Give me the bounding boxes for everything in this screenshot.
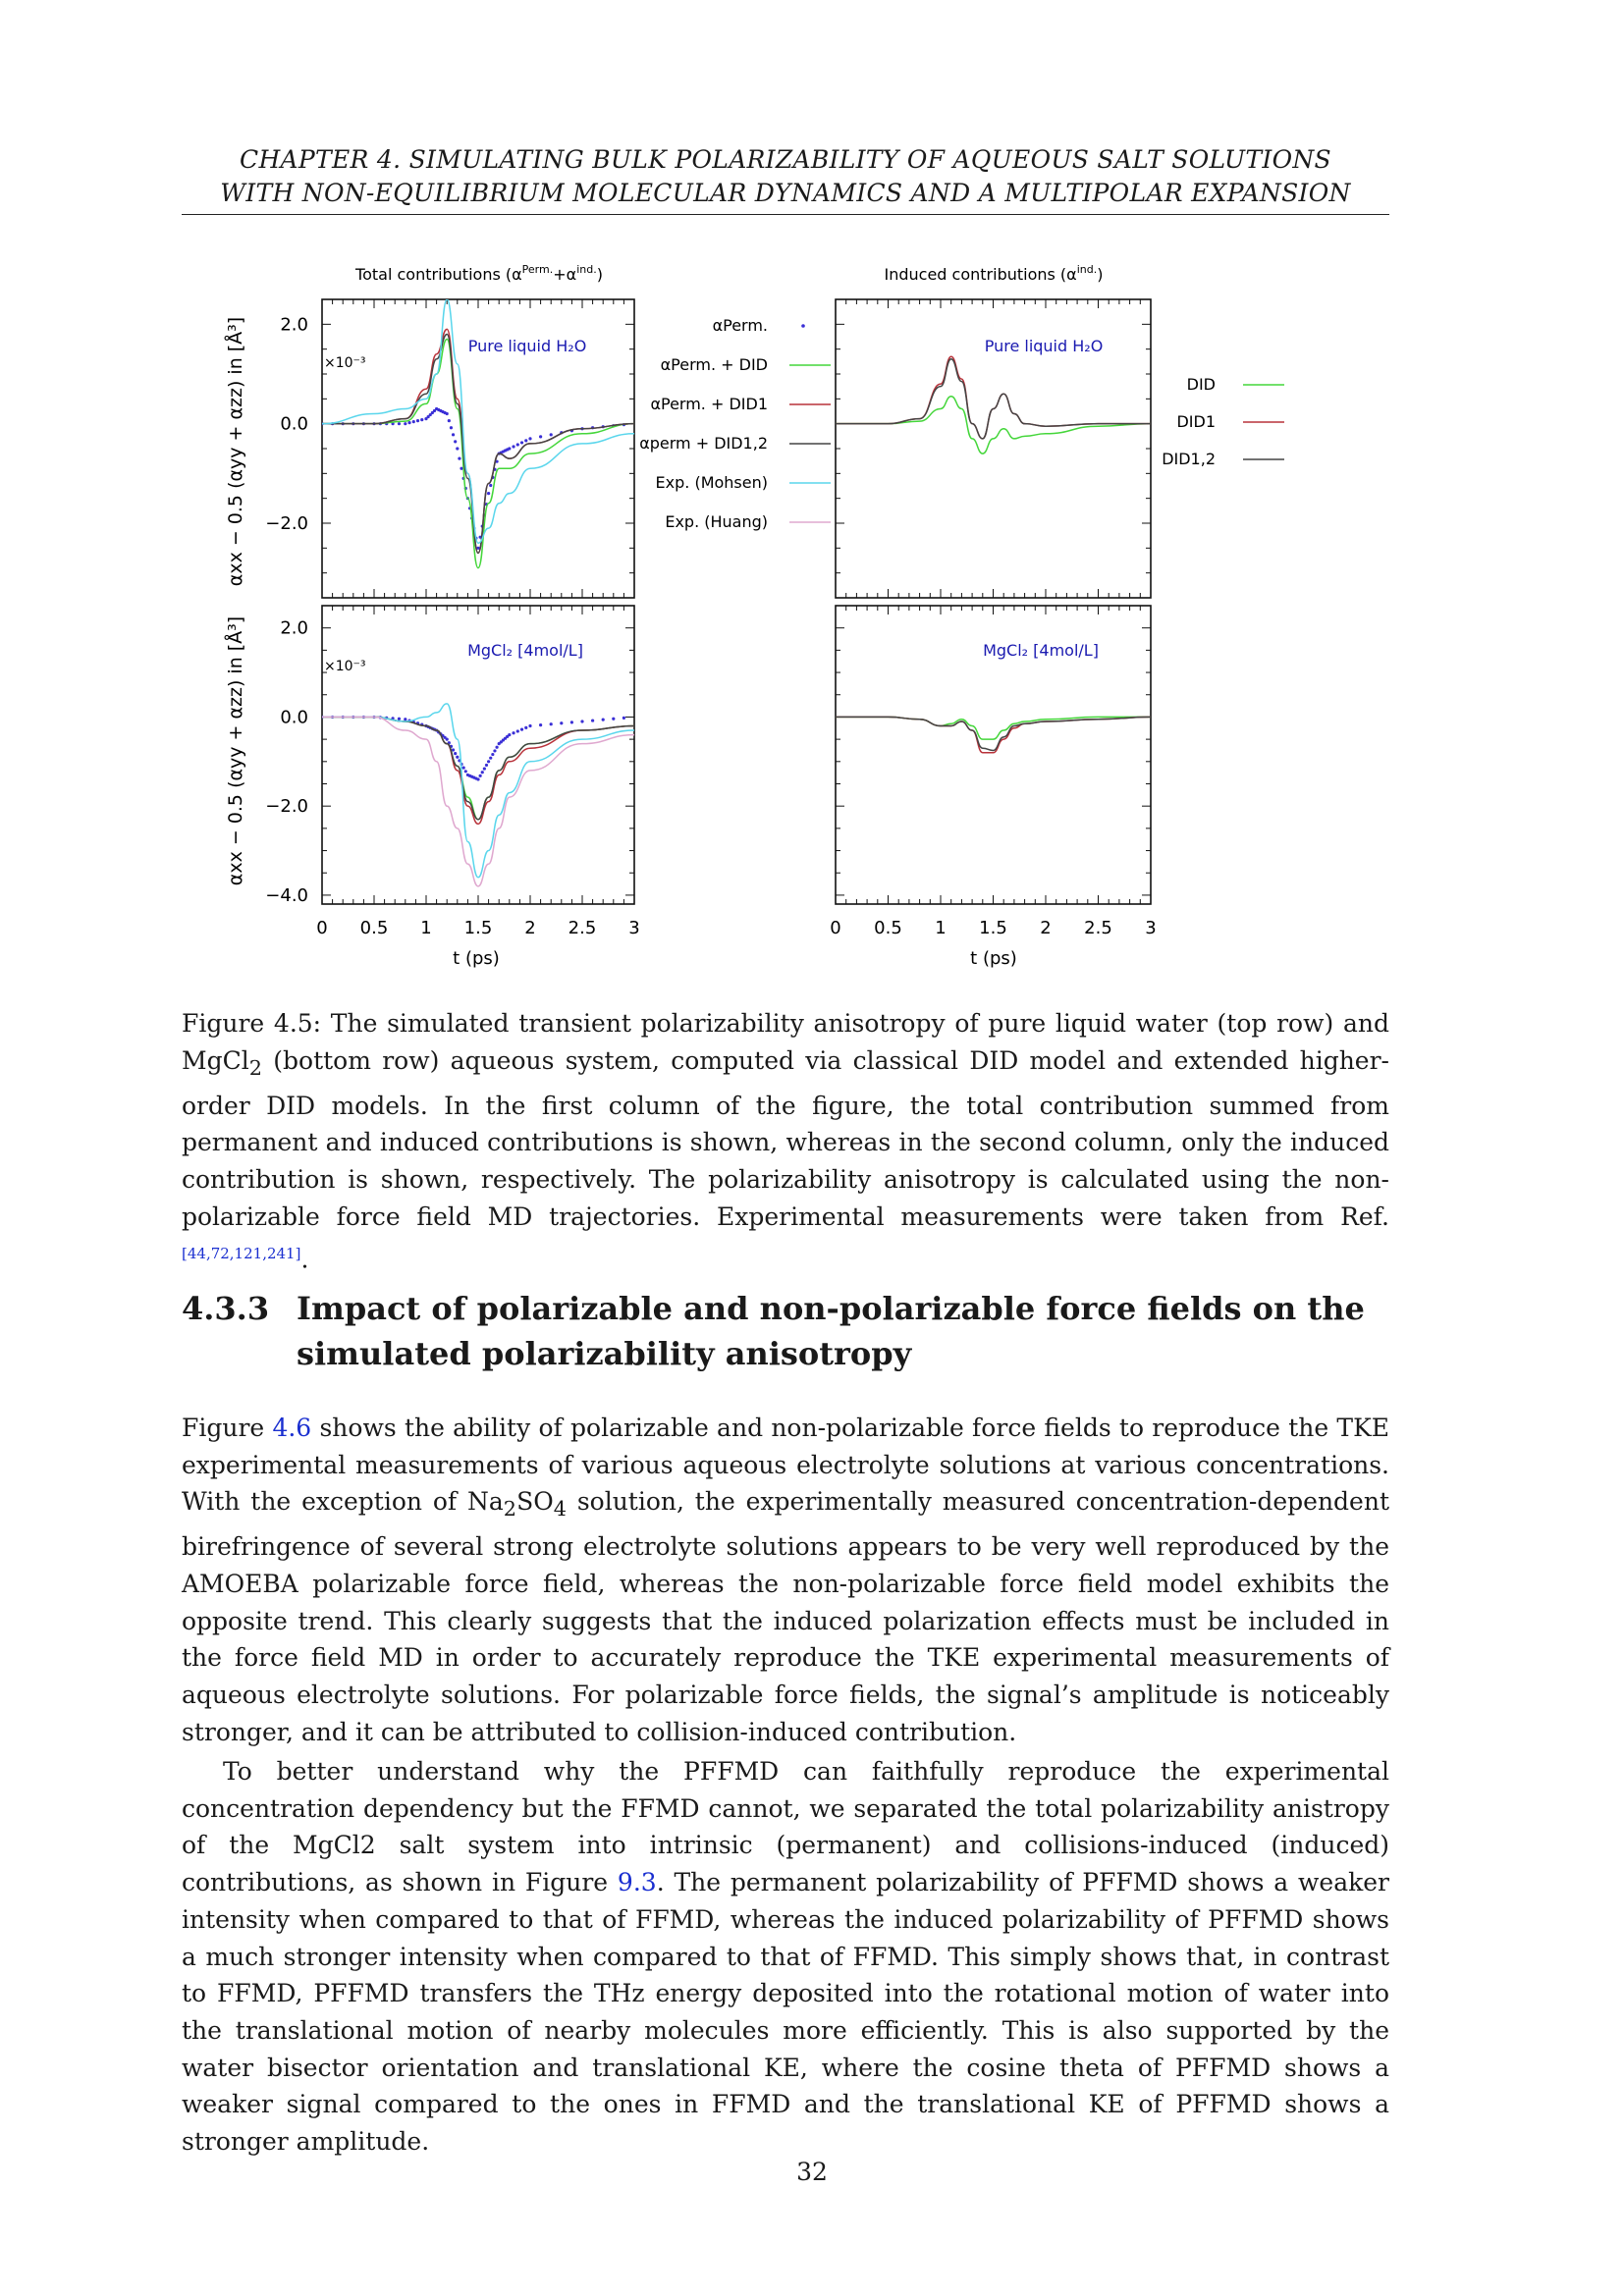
y-tick-label: 2.0 — [280, 617, 308, 639]
figure-4-5 — [0, 0, 1624, 982]
data-point — [493, 749, 496, 752]
series-line — [322, 717, 634, 885]
data-point — [524, 439, 527, 442]
series-line — [836, 717, 1151, 750]
data-point — [412, 420, 415, 423]
paragraph-1: Figure 4.6 shows the ability of polarizable and non-polarizable force fields to reproduce the TKE experimental measurements of various aqueous electrolyte solutions at various concentrations. With the exception of $Na_2SO_4$ solution, the experimentally measured concentration-dependent birefringence of several strong electrolyte solutions appears to be very well reproduced by the AMOEBA polarizable force field, whereas the non-polarizable force field model exhibits the opposite trend. This clearly suggests that the induced polarization effects must be included in the force field MD in order to accurately reproduce the TKE experimental measurements of aqueous electrolyte solutions. For polarizable force fields, the signal’s amplitude is noticeably stronger, and it can be attributed to collision-induced contribution. — [182, 1414, 1389, 1746]
data-point — [476, 547, 479, 550]
data-point — [446, 412, 449, 415]
series-aperm-points — [320, 716, 625, 781]
data-point — [560, 721, 563, 724]
x-axis-label-right: t (ps) — [970, 948, 1017, 969]
legend-label: DID — [1186, 375, 1216, 394]
left-column-title: Total contributions $(\alpha^{Perm.}+\alpha^{ind.})$ — [355, 263, 603, 284]
x-tick-label: 1 — [420, 918, 432, 938]
series-line — [322, 717, 634, 819]
series-line — [322, 340, 634, 568]
data-point — [623, 717, 625, 720]
legend-label: αPerm. + DID1 — [650, 395, 768, 413]
data-point — [520, 728, 523, 731]
series-line — [322, 329, 634, 553]
data-point — [407, 421, 410, 424]
data-point — [550, 433, 553, 436]
panel-label-water-total: Pure liquid H₂O — [467, 337, 587, 355]
data-point — [485, 764, 488, 767]
data-point — [570, 721, 573, 723]
data-point — [481, 771, 484, 774]
data-point — [487, 760, 490, 763]
series-line — [836, 717, 1151, 752]
data-point — [456, 447, 459, 450]
data-point — [516, 729, 519, 732]
x-tick-label: 0 — [830, 918, 841, 938]
panel-label-mgcl2-induced: MgCl₂ [4mol/L] — [983, 641, 1099, 660]
x-tick-label: 3 — [628, 918, 640, 938]
section-title: Impact of polarizable and non-polarizable force fields on the simulated polarizability anisotropy — [297, 1290, 1365, 1372]
data-point — [495, 746, 498, 749]
legend-right — [1162, 375, 1284, 468]
y-tick-label: −2.0 — [265, 513, 308, 534]
data-point — [404, 422, 406, 425]
x-tick-label: 1 — [935, 918, 947, 938]
section-number: 4.3.3 — [182, 1290, 270, 1327]
series-line — [322, 717, 634, 819]
series-line — [836, 397, 1151, 454]
data-point — [420, 418, 423, 421]
data-point — [458, 457, 460, 460]
data-point — [448, 419, 451, 422]
y-tick-label: 0.0 — [280, 413, 308, 435]
scale-note-bottom: ×10⁻³ — [324, 659, 366, 674]
legend-label: Exp. (Huang) — [665, 512, 768, 531]
y-axis-label-top: αxx − 0.5 (αyy + αzz) in [Å³] — [225, 316, 246, 587]
data-point — [591, 719, 594, 721]
data-point — [456, 756, 459, 759]
legend-left — [639, 316, 831, 531]
caption-citation[interactable]: [44,72,121,241] — [182, 1244, 301, 1262]
y-tick-label: 0.0 — [280, 707, 308, 728]
data-point — [550, 722, 553, 725]
data-point — [489, 757, 492, 760]
data-point — [516, 443, 519, 446]
data-point — [528, 724, 531, 727]
data-point — [450, 426, 453, 429]
data-point — [491, 753, 494, 756]
series-line — [836, 717, 1151, 739]
data-point — [454, 440, 457, 443]
legend-label: αPerm. — [712, 316, 768, 335]
x-tick-label: 0.5 — [359, 918, 389, 938]
x-tick-label: 2.5 — [568, 918, 597, 938]
figure-ref-4-6[interactable]: 4.6 — [272, 1414, 312, 1442]
data-point — [539, 723, 542, 726]
data-point — [404, 718, 406, 721]
legend-label: αPerm. + DID — [660, 355, 768, 374]
data-point — [508, 733, 511, 736]
x-tick-label: 2 — [1040, 918, 1052, 938]
data-point — [416, 419, 419, 422]
data-point — [454, 752, 457, 755]
header-line-1: CHAPTER 4. SIMULATING BULK POLARIZABILITY OF AQUEOUS SALT SOLUTIONS — [240, 145, 1331, 174]
data-point — [602, 719, 605, 721]
data-point — [489, 484, 492, 487]
series-line — [322, 717, 634, 824]
x-tick-label: 2 — [524, 918, 536, 938]
figure-ref-9-3[interactable]: 9.3 — [617, 1868, 657, 1897]
data-point — [539, 435, 542, 438]
x-tick-label: 2.5 — [1084, 918, 1112, 938]
data-point — [452, 748, 455, 751]
legend-label: Exp. (Mohsen) — [655, 473, 768, 492]
panel-label-mgcl2-total: MgCl₂ [4mol/L] — [467, 641, 583, 660]
data-point — [512, 445, 514, 448]
data-point — [398, 718, 401, 721]
x-tick-label: 1.5 — [979, 918, 1007, 938]
data-point — [476, 777, 479, 780]
y-tick-label: 2.0 — [280, 314, 308, 336]
data-point — [520, 441, 523, 444]
x-axis-label-left: t (ps) — [453, 948, 500, 969]
data-point — [464, 770, 467, 773]
paragraph-2: To better understand why the PFFMD can faithfully reproduce the experimental concentration dependency but the FFMD cannot, we separated the total polarizability anistropy of the MgCl2 salt system into intrinsic (permanent) and collisions-induced (induced) contributions, as shown in Figure 9.3. The permanent polarizability of PFFMD shows a weaker intensity when compared to that of FFMD, whereas the induced polarizability of PFFMD shows a much stronger intensity when compared to that of FFMD. This simply shows that, in contrast to FFMD, PFFMD transfers the THz energy deposited into the rotational motion of water into the translational motion of nearby molecules more efficiently. This is also supported by the water bisector orientation and translational KE, where the cosine theta of PFFMD shows a weaker signal compared to the ones in FFMD and the translational KE of PFFMD shows a stronger amplitude. — [182, 1757, 1390, 2157]
data-point — [487, 492, 490, 495]
page-number: 32 — [796, 2158, 828, 2186]
data-point — [512, 731, 514, 734]
y-tick-label: −4.0 — [265, 884, 308, 906]
panel-label-water-induced: Pure liquid H₂O — [984, 337, 1104, 355]
data-point — [479, 774, 482, 777]
legend-label: DID1 — [1176, 412, 1216, 431]
data-point — [446, 738, 449, 741]
y-axis-label-bottom: αxx − 0.5 (αyy + αzz) in [Å³] — [225, 615, 246, 886]
data-point — [460, 467, 462, 470]
y-tick-label: −2.0 — [265, 796, 308, 818]
right-column-title: Induced contributions $(\alpha^{ind.})$ — [884, 263, 1104, 284]
legend-label: DID1,2 — [1162, 450, 1216, 468]
data-point — [528, 437, 531, 440]
scale-note-top: ×10⁻³ — [324, 355, 366, 371]
data-point — [580, 720, 583, 722]
data-point — [398, 422, 401, 425]
x-tick-label: 0.5 — [874, 918, 902, 938]
x-tick-label: 1.5 — [463, 918, 493, 938]
legend-marker — [801, 324, 805, 328]
data-point — [483, 767, 486, 770]
data-point — [524, 726, 527, 729]
figure-caption: Figure 4.5: The simulated transient polarizability anisotropy of pure liquid water (top row) and MgCl$_2$ (bottom row) aqueous system, computed via classical DID model and extended higher-order DID models. In the first column of the figure, the total contribution summed from permanent and induced contributions is shown, whereas in the second column, only the induced contribution is shown, respectively. The polarizability anisotropy is calculated using the non-polarizable force field MD trajectories. Experimental measurements were taken from Ref.[44,72,121,241]. — [182, 1009, 1389, 1274]
chart-panel-3 — [265, 606, 639, 938]
x-tick-label: 3 — [1145, 918, 1157, 938]
data-point — [508, 447, 511, 450]
data-point — [452, 433, 455, 436]
header-line-2: WITH NON-EQUILIBRIUM MOLECULAR DYNAMICS AND A MULTIPOLAR EXPANSION — [220, 179, 1351, 207]
data-point — [462, 767, 465, 770]
legend-label: αperm + DID1,2 — [639, 434, 768, 453]
x-tick-label: 0 — [316, 918, 328, 938]
data-point — [612, 718, 615, 721]
